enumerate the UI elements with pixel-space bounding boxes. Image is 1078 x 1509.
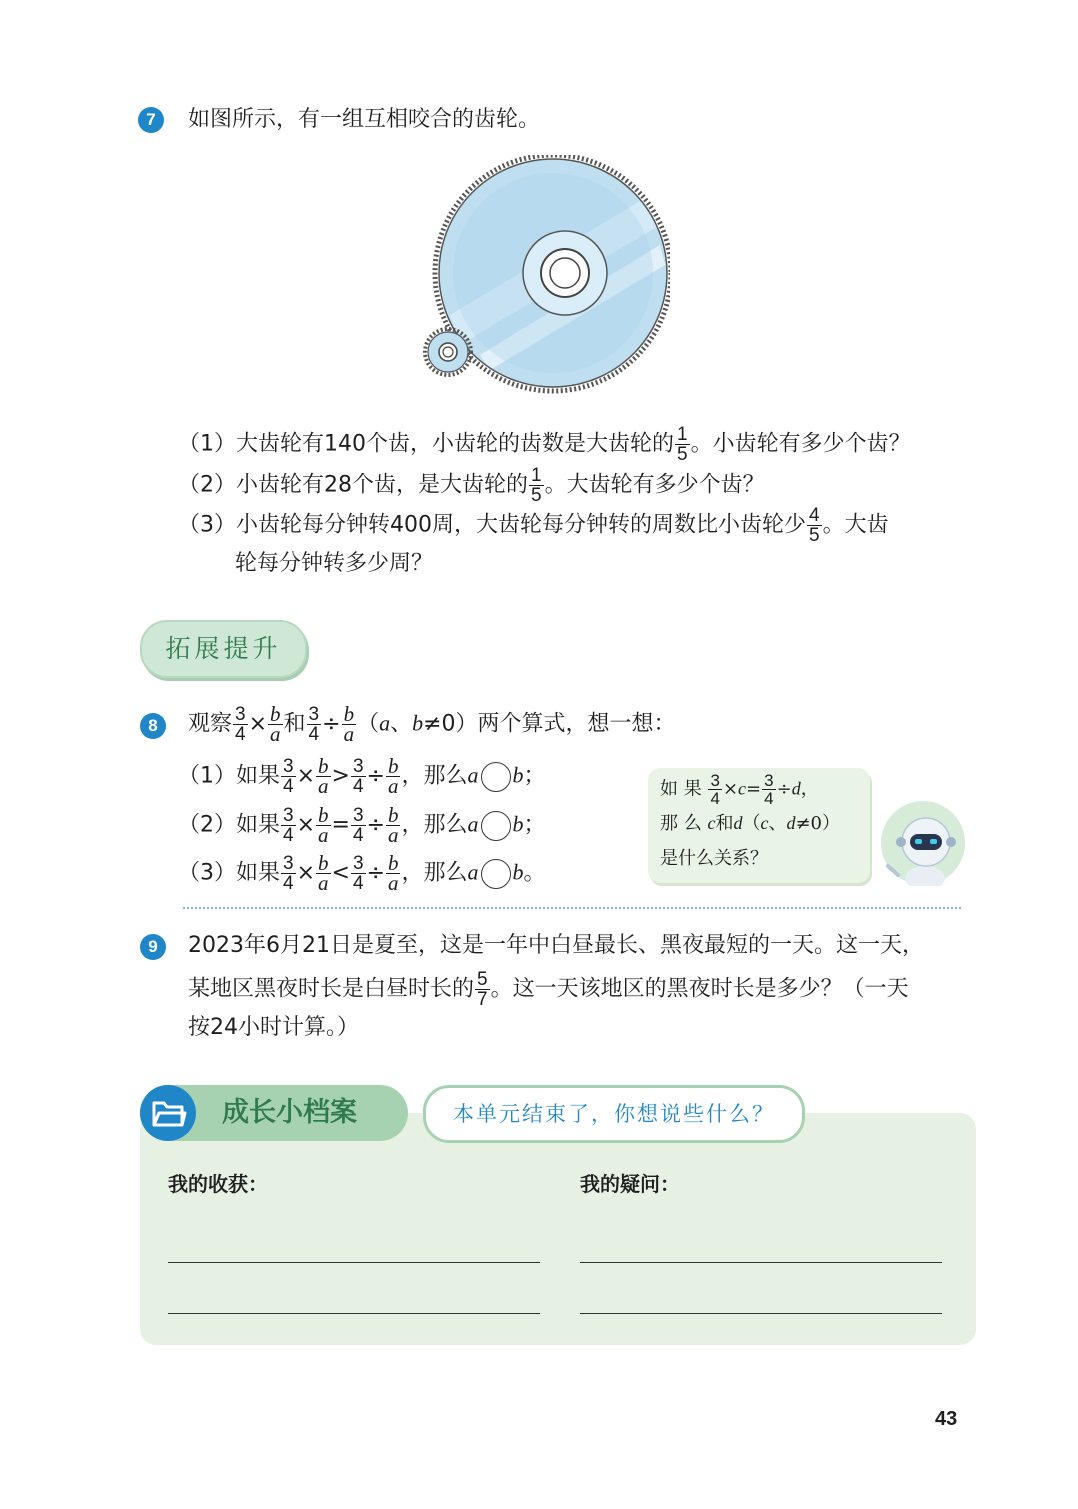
section-title-pill: 拓展提升 bbox=[140, 620, 307, 678]
gain-label: 我的收获： bbox=[168, 1172, 268, 1196]
page-number: 43 bbox=[935, 1408, 958, 1430]
folder-icon bbox=[140, 1085, 196, 1141]
question-write-line-1[interactable] bbox=[580, 1262, 942, 1263]
gain-write-line-2[interactable] bbox=[168, 1313, 540, 1314]
hint-bubble: 如 果 $\frac{3}{4}$ ×c= $\frac{3}{4}$ ÷d， 那 么 c和d（c、d≠0） 是什么关系？ bbox=[648, 768, 870, 883]
q8-part-1: （1）如果 $\frac{3}{4}$ × $\frac{b}{a}$ > $\frac{3}{4}$ ÷ $\frac{b}{a}$ ，那么a b； bbox=[178, 754, 546, 798]
robot-avatar bbox=[880, 800, 966, 886]
question-label: 我的疑问： bbox=[580, 1172, 680, 1196]
fraction: $\frac{1}{5}$ bbox=[531, 465, 542, 506]
question-number-badge: 9 bbox=[140, 934, 166, 960]
q7-part-1: （1）大齿轮有140个齿，小齿轮的齿数是大齿轮的 $\frac{1}{5}$ 。小齿轮有多少个齿？ bbox=[178, 424, 911, 465]
q7-part-2: （2）小齿轮有28个齿，是大齿轮的 $\frac{1}{5}$ 。大齿轮有多少个齿？ bbox=[178, 465, 765, 506]
archive-title: 成长小档案 bbox=[222, 1097, 357, 1128]
q7-title: 如图所示，有一组互相咬合的齿轮。 bbox=[188, 107, 541, 132]
gain-write-line-1[interactable] bbox=[168, 1262, 540, 1263]
question-number-badge: 7 bbox=[138, 107, 164, 133]
q7-part-3-cont: 轮每分钟转多少周？ bbox=[235, 551, 434, 576]
question-number-badge: 8 bbox=[140, 713, 166, 739]
q8-part-2: （2）如果 $\frac{3}{4}$ × $\frac{b}{a}$ = $\frac{3}{4}$ ÷ $\frac{b}{a}$ ，那么a b； bbox=[178, 803, 546, 847]
question-write-line-2[interactable] bbox=[580, 1313, 942, 1314]
fraction: $\frac{4}{5}$ bbox=[809, 505, 820, 546]
q8-title: 观察 $\frac{3}{4}$ × $\frac{b}{a}$ 和 $\frac{3}{4}$ ÷ $\frac{b}{a}$ （a、b≠0）两个算式，想一想： bbox=[188, 702, 676, 746]
q9-line-2: 某地区黑夜时长是白昼时长的 $\frac{5}{7}$ 。这一天该地区的黑夜时长是多少？（一天 bbox=[188, 969, 909, 1010]
gears-illustration bbox=[420, 155, 670, 395]
answer-circle[interactable] bbox=[481, 859, 511, 889]
q9-line-1: 2023年6月21日是夏至，这是一年中白昼最长、黑夜最短的一天。这一天， bbox=[188, 933, 924, 958]
q8-part-3: （3）如果 $\frac{3}{4}$ × $\frac{b}{a}$ < $\frac{3}{4}$ ÷ $\frac{b}{a}$ ，那么a b。 bbox=[178, 851, 546, 895]
answer-circle[interactable] bbox=[481, 762, 511, 792]
archive-prompt: 本单元结束了，你想说些什么？ bbox=[423, 1085, 805, 1143]
fraction: $\frac{1}{5}$ bbox=[677, 424, 688, 465]
dotted-divider bbox=[183, 907, 961, 909]
q7-part-3: （3）小齿轮每分钟转400周，大齿轮每分钟转的周数比小齿轮少 $\frac{4}{5}$ 。大齿 bbox=[178, 505, 889, 546]
answer-circle[interactable] bbox=[481, 811, 511, 841]
q9-line-3: 按24小时计算。） bbox=[188, 1015, 359, 1040]
archive-panel bbox=[140, 1113, 976, 1345]
